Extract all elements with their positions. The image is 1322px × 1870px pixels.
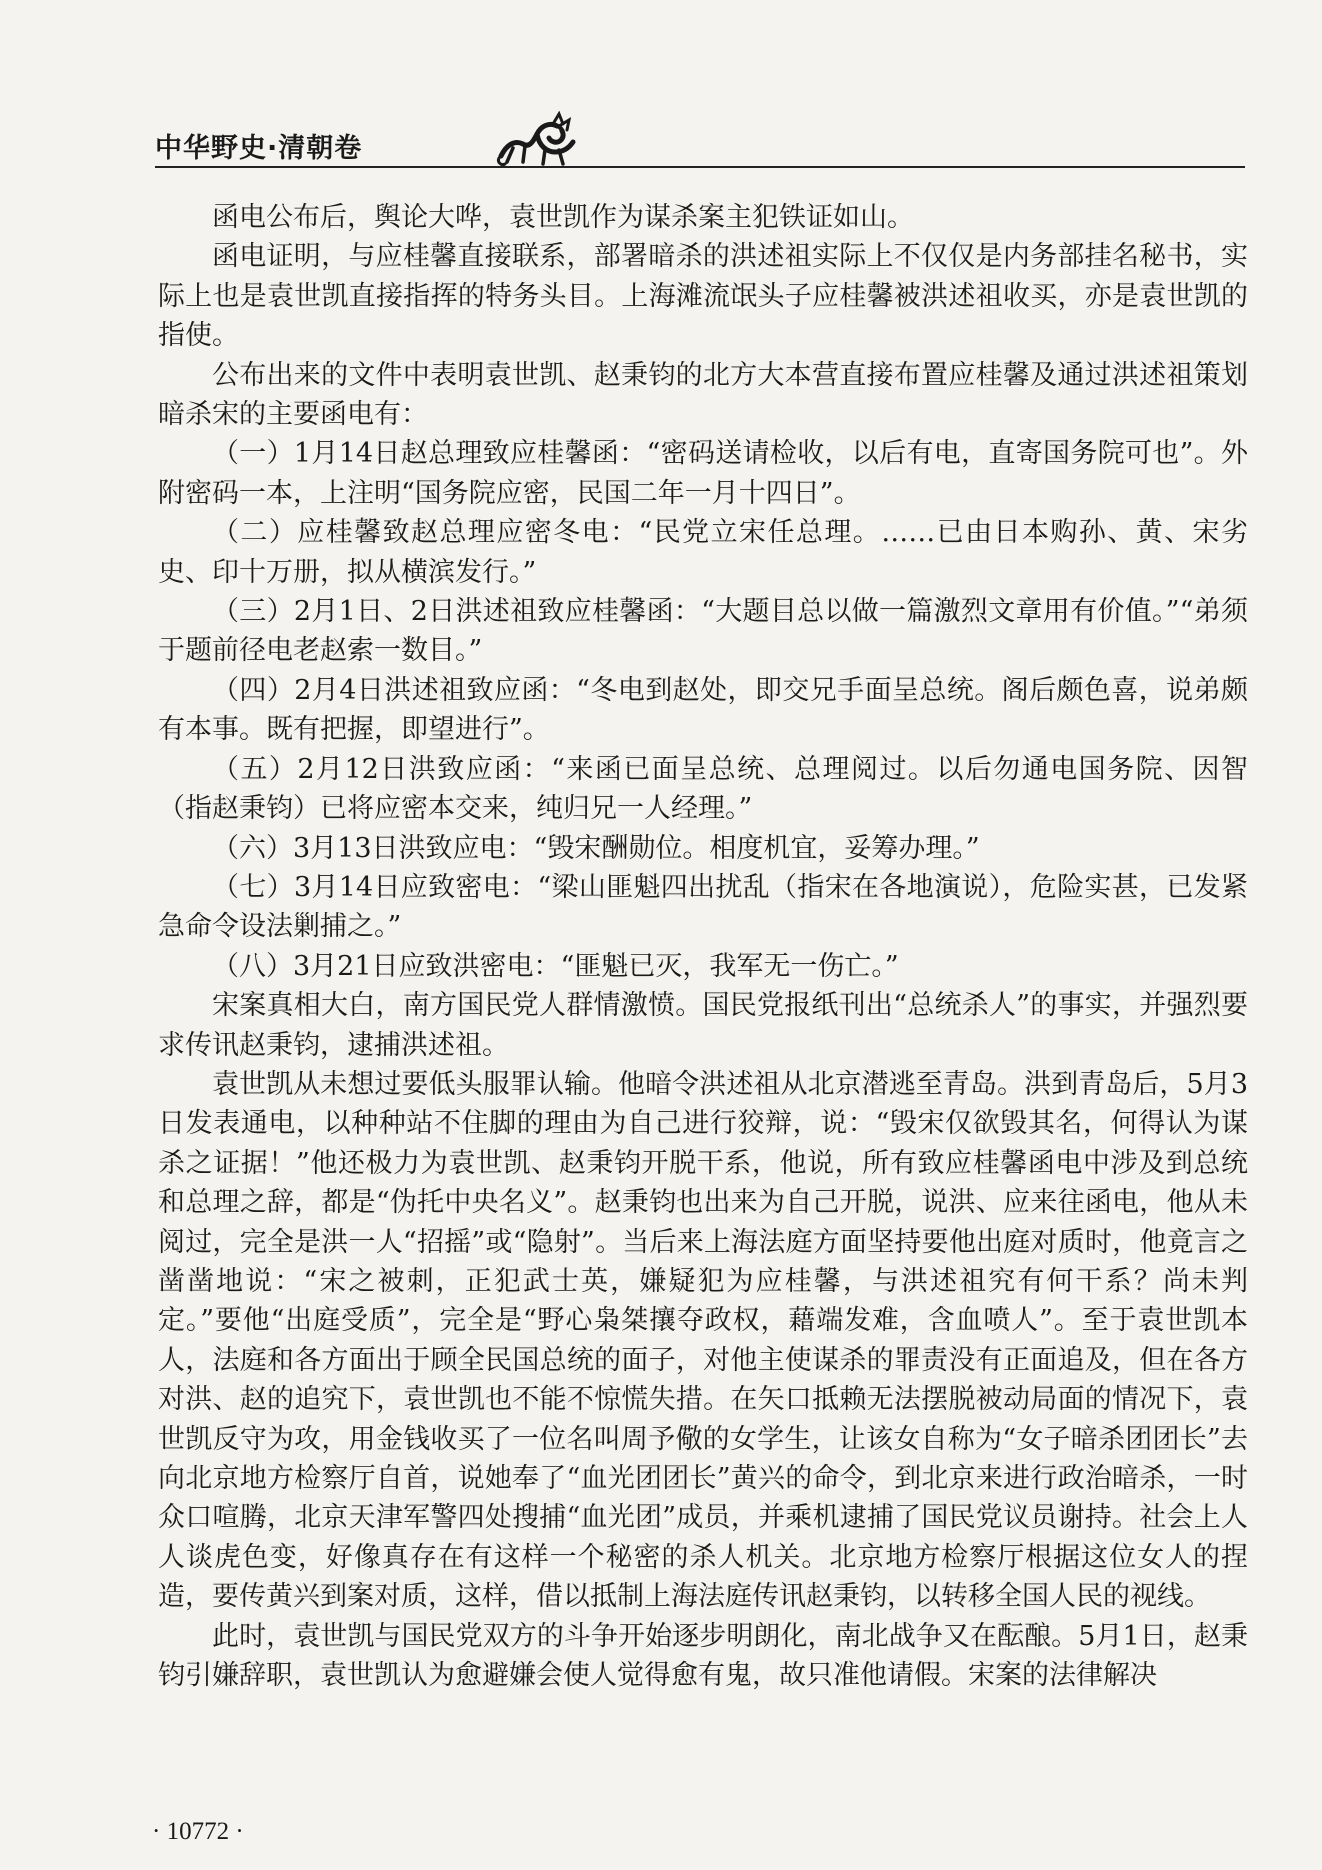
- paragraph: （四）2月4日洪述祖致应函：“冬电到赵处，即交兄手面呈总统。阁后颇色喜，说弟颇有本事。既有把握，即望进行”。: [158, 674, 1248, 746]
- paragraph: （五）2月12日洪致应函：“来函已面呈总统、总理阅过。以后勿通电国务院、因智（指赵秉钧）已将应密本交来，纯归兄一人经理。”: [158, 753, 1248, 825]
- paragraph: 公布出来的文件中表明袁世凯、赵秉钧的北方大本营直接布置应桂馨及通过洪述祖策划暗杀宋的主要函电有：: [158, 359, 1248, 431]
- paragraph: 此时，袁世凯与国民党双方的斗争开始逐步明朗化，南北战争又在酝酿。5月1日，赵秉钧引嫌辞职，袁世凯认为愈避嫌会使人觉得愈有鬼，故只准他请假。宋案的法律解决: [158, 1620, 1248, 1692]
- book-title: 中华野史·清朝卷: [155, 133, 363, 164]
- header-rule: [155, 166, 1245, 168]
- paragraph: （八）3月21日应致洪密电：“匪魁已灭，我军无一伤亡。”: [212, 950, 899, 982]
- body-text: [158, 198, 1248, 1695]
- paragraph: （六）3月13日洪致应电：“毁宋酬勋位。相度机宜，妥筹办理。”: [212, 832, 980, 864]
- paragraph: 袁世凯从未想过要低头服罪认输。他暗令洪述祖从北京潜逃至青岛。洪到青岛后，5月3日发表通电，以种种站不住脚的理由为自己进行狡辩，说：“毁宋仅欲毁其名，何得认为谋杀之证据！”他还极力为袁世凯、赵秉钧开脱干系，他说，所有致应桂馨函电中涉及到总统和总理之辞，都是“伪托中央名义”。赵秉钧也出来为自己开脱，说洪、应来往函电，他从未阅过，完全是洪一人“招摇”或“隐射”。当后来上海法庭方面坚持要他出庭对质时，他竟言之凿凿地说：“宋之被刺，正犯武士英，嫌疑犯为应桂馨，与洪述祖究有何干系？尚未判定。”要他“出庭受质”，完全是“野心枭桀攘夺政权，藉端发难，含血喷人”。至于袁世凯本人，法庭和各方面出于顾全民国总统的面子，对他主使谋杀的罪责没有正面追及，但在各方对洪、赵的追究下，袁世凯也不能不惊慌失措。在矢口抵赖无法摆脱被动局面的情况下，袁世凯反守为攻，用金钱收买了一位名叫周予儆的女学生，让该女自称为“女子暗杀团团长”去向北京地方检察厅自首，说她奉了“血光团团长”黄兴的命令，到北京来进行政治暗杀，一时众口喧腾，北京天津军警四处搜捕“血光团”成员，并乘机逮捕了国民党议员谢持。社会上人人谈虎色变，好像真存在有这样一个秘密的杀人机关。北京地方检察厅根据这位女人的捏造，要传黄兴到案对质，这样，借以抵制上海法庭传讯赵秉钧，以转移全国人民的视线。: [158, 1068, 1248, 1613]
- paragraph: （三）2月1日、2日洪述祖致应桂馨函：“大题目总以做一篇激烈文章用有价值。”“弟须于题前径电老赵索一数目。”: [158, 596, 1248, 667]
- page-number: · 10772 ·: [152, 1818, 244, 1845]
- paragraph: 函电公布后，舆论大哗，袁世凯作为谋杀案主犯铁证如山。: [212, 202, 914, 233]
- dragon-emblem-icon: [493, 106, 583, 172]
- running-header: [155, 118, 1245, 178]
- paragraph: （一）1月14日赵总理致应桂馨函：“密码送请检收，以后有电，直寄国务院可也”。外附密码一本，上注明“国务院应密，民国二年一月十四日”。: [158, 438, 1248, 509]
- paragraph: 函电证明，与应桂馨直接联系，部署暗杀的洪述祖实际上不仅仅是内务部挂名秘书，实际上也是袁世凯直接指挥的特务头目。上海滩流氓头子应桂馨被洪述祖收买，亦是袁世凯的指使。: [158, 241, 1248, 352]
- paragraph: （二）应桂馨致赵总理应密冬电：“民党立宋任总理。……已由日本购孙、黄、宋劣史、印十万册，拟从横滨发行。”: [158, 517, 1248, 588]
- paragraph: （七）3月14日应致密电：“梁山匪魁四出扰乱（指宋在各地演说），危险实甚，已发紧急命令设法剿捕之。”: [158, 871, 1248, 943]
- paragraph: 宋案真相大白，南方国民党人群情激愤。国民党报纸刊出“总统杀人”的事实，并强烈要求传讯赵秉钧，逮捕洪述祖。: [158, 990, 1248, 1061]
